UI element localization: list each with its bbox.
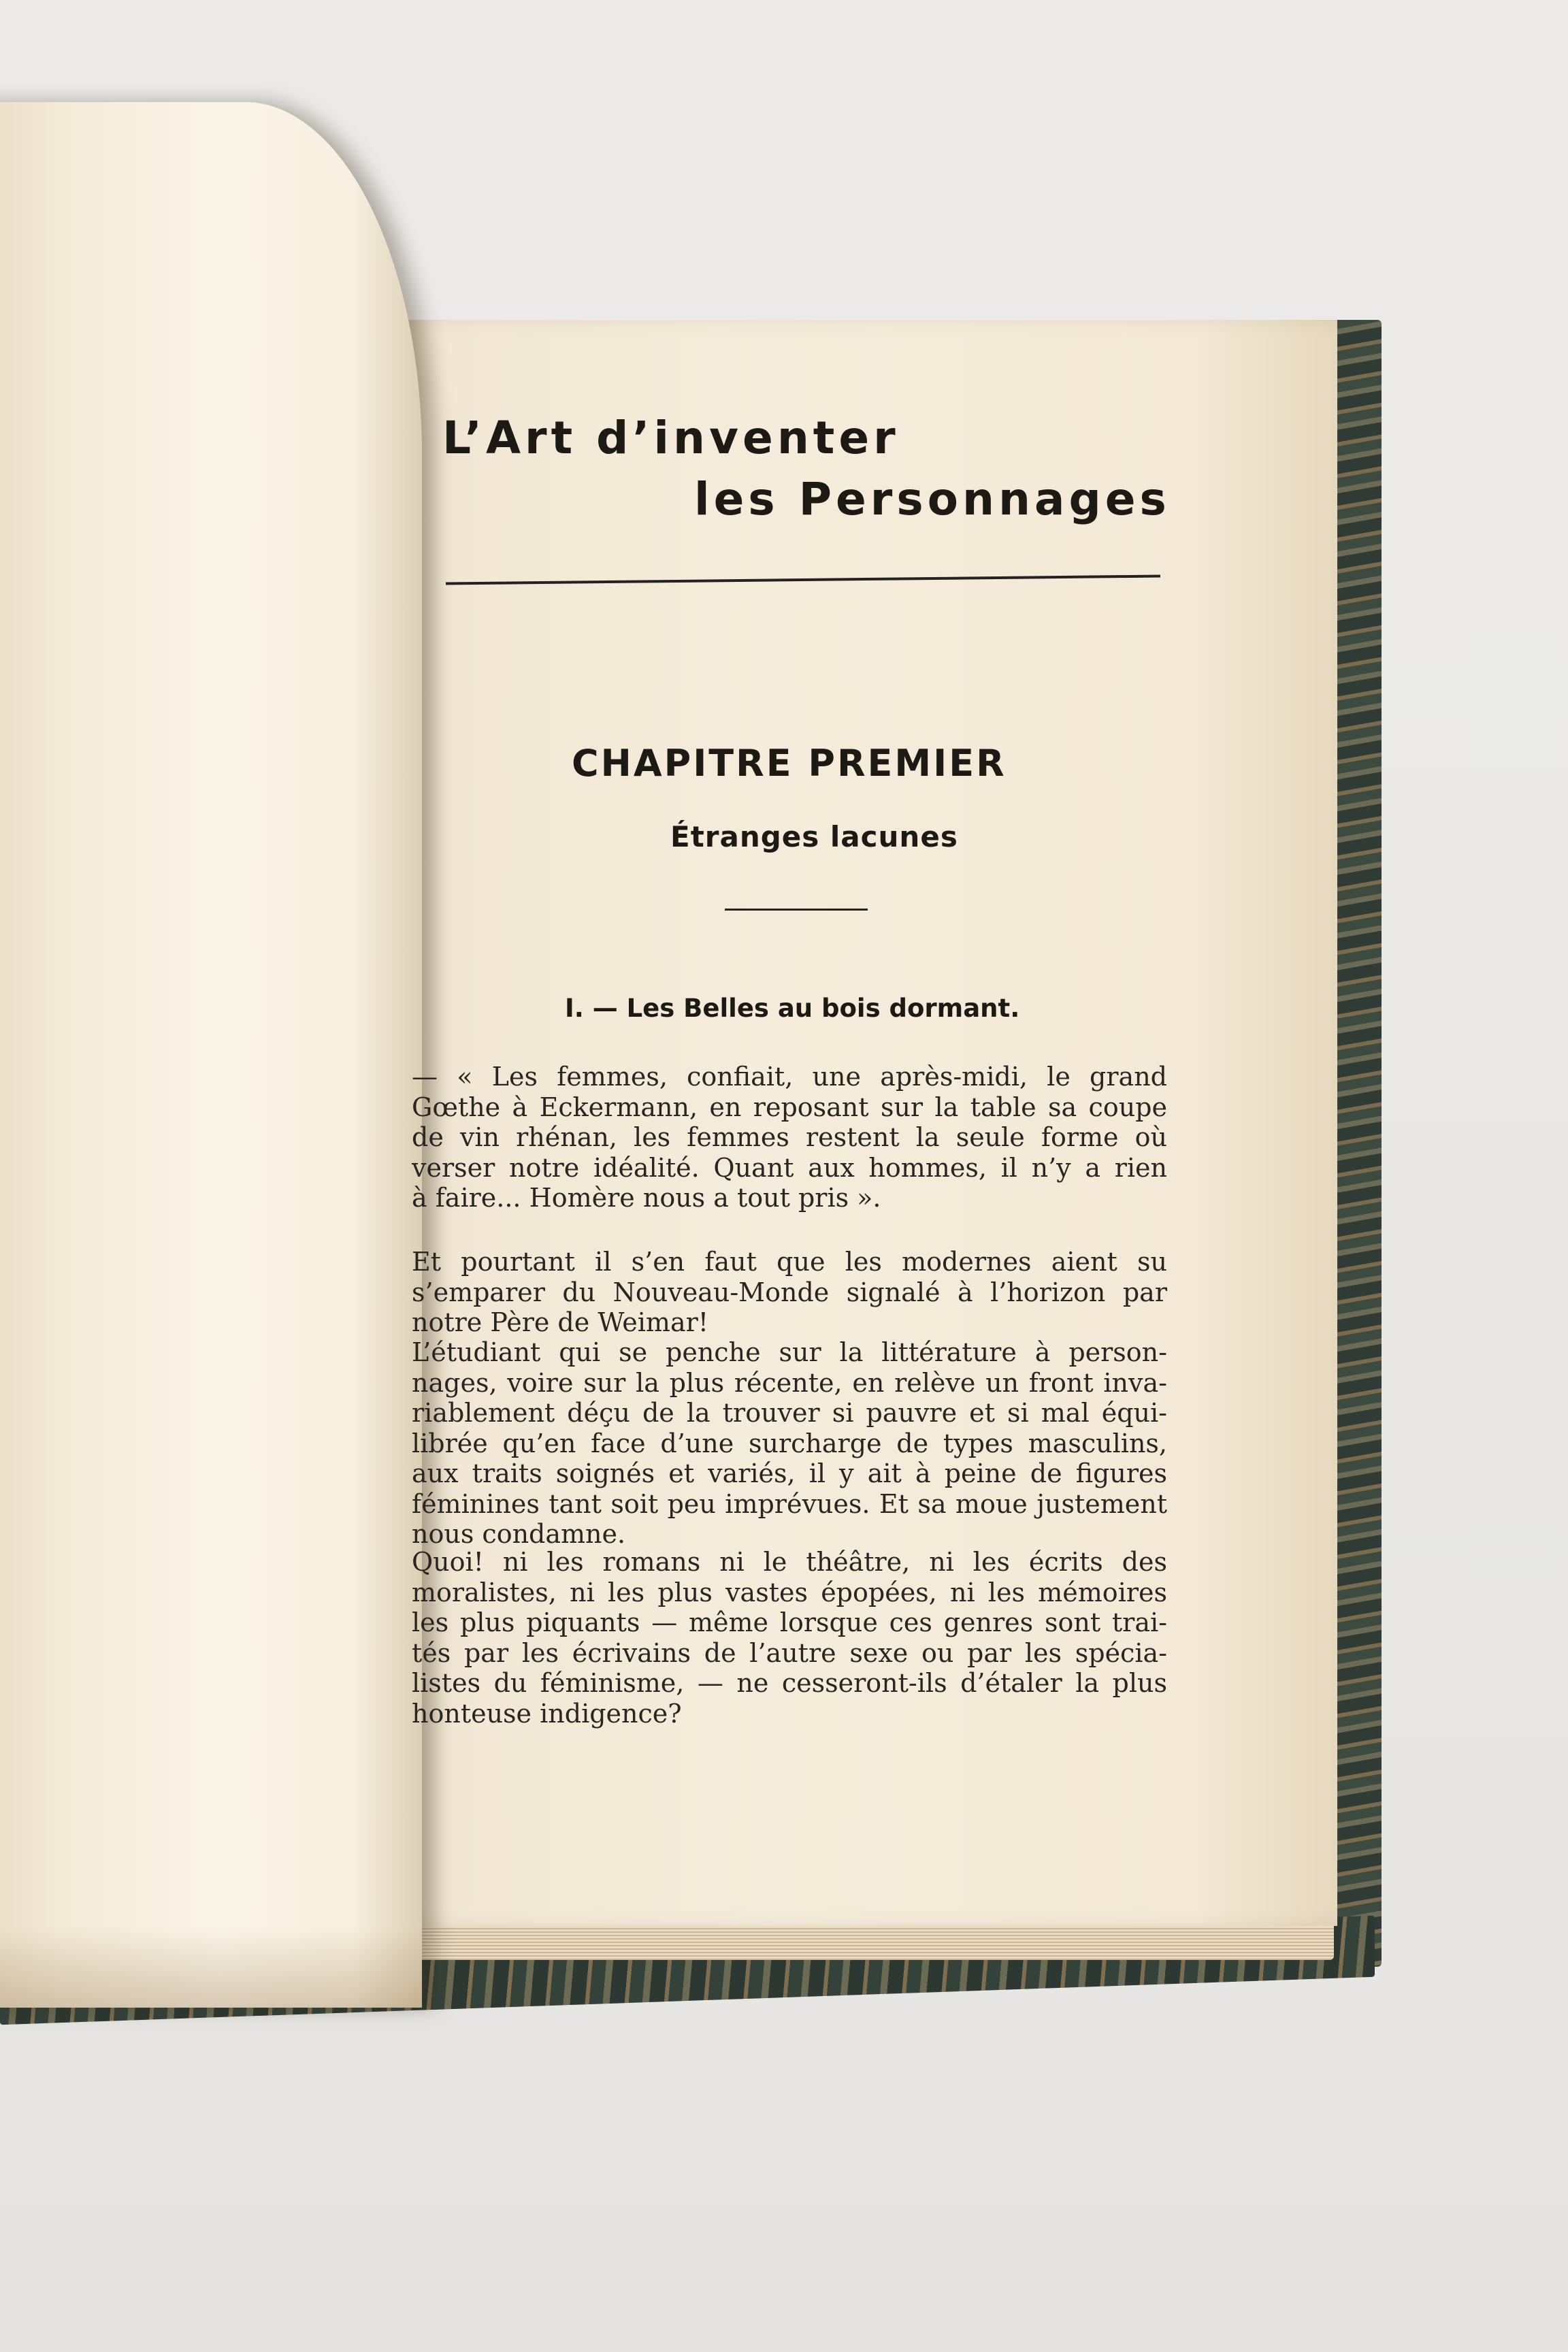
text-line: Quoi! ni les romans ni le théâtre, ni les écrits des [412, 1547, 1167, 1577]
text-line: de vin rhénan, les femmes restent la seule forme où [412, 1122, 1167, 1152]
text-line: à faire... Homère nous a tout pris ». [412, 1183, 881, 1213]
text-line: Et pourtant il s’en faut que les modernes aient su [412, 1247, 1167, 1277]
subtitle-rule [725, 909, 868, 911]
text-line: riablement déçu de la trouver si pauvre et si mal équi- [412, 1398, 1167, 1428]
text-line: honteuse indigence? [412, 1698, 682, 1729]
text-line: nages, voire sur la plus récente, en relève un front inva- [412, 1367, 1167, 1398]
text-line: L’étudiant qui se penche sur la littérature à person- [412, 1337, 1167, 1367]
text-line: librée qu’en face d’une surcharge de types masculins, [412, 1428, 1167, 1458]
left-page-curl [0, 102, 422, 2008]
text-line: féminines tant soit peu imprévues. Et sa moue justement [412, 1488, 1167, 1519]
text-line: moralistes, ni les plus vastes épopées, ni les mémoires [412, 1577, 1167, 1607]
text-line: nous condamne. [412, 1519, 626, 1549]
text-line: s’emparer du Nouveau-Monde signalé à l’horizon par [412, 1277, 1167, 1307]
book-spine-board [1334, 320, 1382, 1967]
text-line: notre Père de Weimar! [412, 1307, 709, 1337]
book-title-line-2: les Personnages [694, 473, 1171, 525]
text-line: tés par les écrivains de l’autre sexe ou par les spécia- [412, 1637, 1167, 1668]
text-line: les plus piquants — même lorsque ces genres sont trai- [412, 1607, 1167, 1637]
text-line: verser notre idéalité. Quant aux hommes, il n’y a rien [412, 1152, 1167, 1183]
text-line: aux traits soignés et variés, il y ait à peine de figures [412, 1458, 1167, 1488]
text-line: listes du féminisme, — ne cesseront-ils d’étaler la plus [412, 1668, 1167, 1698]
paragraph-4 [412, 1547, 1167, 1729]
paragraph-3 [412, 1337, 1167, 1550]
paragraph-1 [412, 1062, 1167, 1213]
book-title-line-1: L’Art d’inventer [442, 412, 900, 464]
section-heading: I. — Les Belles au bois dormant. [565, 994, 1020, 1023]
text-line: — « Les femmes, confiait, une après-midi, le grand [412, 1062, 1167, 1092]
paragraph-2 [412, 1247, 1167, 1338]
text-line: Gœthe à Eckermann, en reposant sur la table sa coupe [412, 1092, 1167, 1122]
chapter-heading: CHAPITRE PREMIER [572, 742, 1007, 785]
chapter-subtitle: Étranges lacunes [670, 820, 958, 853]
